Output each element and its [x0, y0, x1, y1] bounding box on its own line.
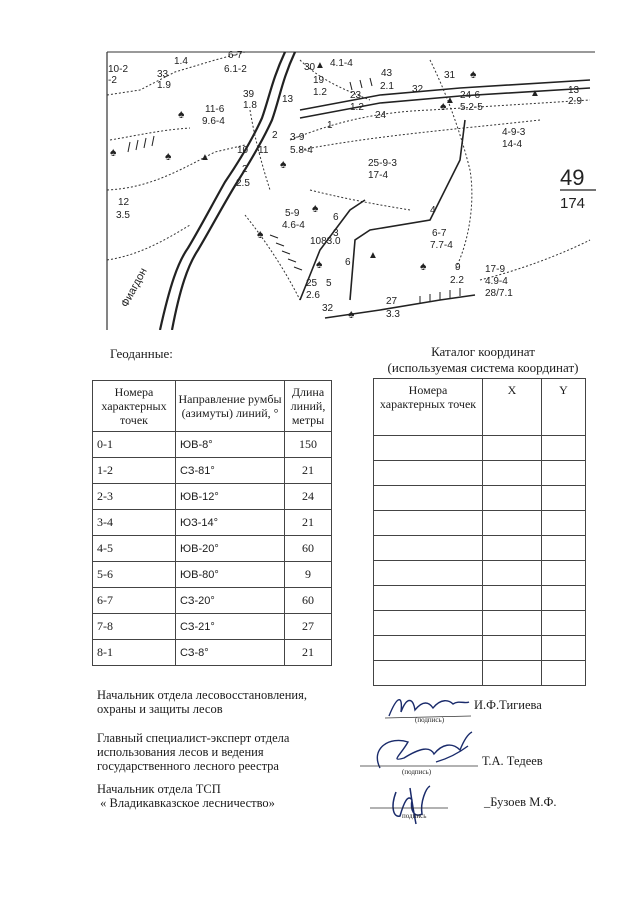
map-label: 4.9-4 — [485, 276, 508, 287]
signatory-3-name: _Бузоев М.Ф. — [484, 795, 557, 809]
table-header-row — [93, 381, 332, 432]
map-label: 5-9 — [285, 208, 300, 219]
map-label: 6.1-2 — [224, 64, 247, 75]
svg-text:▲: ▲ — [445, 95, 455, 106]
cell-direction: СЗ-8° — [176, 640, 285, 666]
map-label: 3 — [333, 228, 339, 239]
cell-points: 8-1 — [93, 640, 176, 666]
signatory-2-title-line2: использования лесов и ведения — [97, 745, 264, 759]
header-direction: Направление румбы (азимуты) линий, ° — [176, 381, 285, 432]
map-label: 11 — [258, 145, 269, 156]
header-points: Номера характерных точек — [374, 379, 483, 436]
catalog-title-line2: (используемая система координат) — [387, 360, 579, 375]
forest-map — [0, 0, 640, 330]
cell-points: 1-2 — [93, 458, 176, 484]
map-label: 2.1 — [380, 81, 394, 92]
map-label: 19 — [313, 75, 325, 86]
empty-cell — [483, 611, 542, 636]
table-row — [374, 436, 586, 461]
map-label: 17-9 — [485, 264, 506, 275]
cell-points: 3-4 — [93, 510, 176, 536]
empty-cell — [542, 611, 586, 636]
map-label: 6-7 — [432, 228, 447, 239]
map-label: 2.2 — [450, 275, 464, 286]
catalog-title-line1: Каталог координат — [431, 344, 535, 359]
table-row — [374, 561, 586, 586]
svg-text:♠: ♠ — [178, 107, 185, 121]
map-label: 17-4 — [368, 170, 389, 181]
signatory-3-title — [97, 782, 275, 810]
header-length: Длина линий, метры — [285, 381, 332, 432]
table-row — [374, 611, 586, 636]
map-label: 32 — [412, 84, 424, 95]
map-label: 14-4 — [502, 139, 523, 150]
table-row — [93, 640, 332, 666]
map-label: 28/7.1 — [485, 288, 513, 299]
cell-length: 27 — [285, 614, 332, 640]
empty-cell — [542, 536, 586, 561]
empty-cell — [374, 611, 483, 636]
empty-cell — [483, 636, 542, 661]
table-row — [93, 510, 332, 536]
signatory-3-title-line1: Начальник отдела ТСП — [97, 782, 221, 796]
map-label: 13 — [568, 85, 580, 96]
map-label: 1.2 — [350, 102, 364, 113]
signatory-2-title-line1: Главный специалист-эксперт отдела — [97, 731, 290, 745]
table-row — [93, 536, 332, 562]
signatory-2-title-line3: государственного лесного реестра — [97, 759, 279, 773]
empty-cell — [542, 486, 586, 511]
signature-1-caption: (подпись) — [415, 716, 445, 724]
cell-length: 21 — [285, 458, 332, 484]
map-label: 3.3 — [386, 309, 400, 320]
svg-text:♠: ♠ — [312, 201, 319, 215]
map-label: 24 — [375, 110, 387, 121]
cell-points: 6-7 — [93, 588, 176, 614]
signatory-2-title — [97, 731, 289, 773]
cell-direction: СЗ-21° — [176, 614, 285, 640]
map-label: 39 — [243, 89, 255, 100]
map-label: 6-7 — [228, 50, 243, 61]
table-row — [93, 484, 332, 510]
cell-direction: СЗ-81° — [176, 458, 285, 484]
table-row — [93, 614, 332, 640]
svg-text:♠: ♠ — [440, 99, 447, 113]
table-row — [374, 461, 586, 486]
svg-text:▲: ▲ — [530, 88, 540, 99]
signature-3-caption: подпись — [402, 812, 427, 820]
cell-direction: ЮВ-8° — [176, 432, 285, 458]
empty-cell — [483, 561, 542, 586]
svg-text:♠: ♠ — [165, 149, 172, 163]
table-row — [374, 486, 586, 511]
empty-cell — [374, 661, 483, 686]
empty-cell — [542, 636, 586, 661]
header-points: Номера характерных точек — [93, 381, 176, 432]
empty-cell — [374, 486, 483, 511]
empty-cell — [374, 561, 483, 586]
map-label: 12 — [118, 197, 130, 208]
geodata-table — [92, 380, 332, 666]
signatory-1-title-line2: охраны и защиты лесов — [97, 702, 223, 716]
map-label: 27 — [386, 296, 398, 307]
svg-text:▲: ▲ — [315, 60, 325, 71]
svg-text:♠: ♠ — [280, 157, 287, 171]
map-label: 6 — [333, 212, 339, 223]
empty-cell — [542, 436, 586, 461]
map-label: 23 — [350, 90, 362, 101]
empty-cell — [483, 536, 542, 561]
map-label: 2 — [272, 130, 278, 141]
cell-length: 24 — [285, 484, 332, 510]
empty-cell — [483, 436, 542, 461]
table-row — [374, 636, 586, 661]
svg-text:♠: ♠ — [257, 227, 264, 241]
empty-cell — [542, 511, 586, 536]
svg-text:▲: ▲ — [200, 152, 210, 163]
cell-length: 150 — [285, 432, 332, 458]
map-label: 10 — [237, 145, 249, 156]
map-label: 9 — [455, 262, 461, 273]
svg-text:♠: ♠ — [348, 307, 355, 321]
cell-length: 21 — [285, 640, 332, 666]
svg-text:▲: ▲ — [368, 250, 378, 261]
map-label: 25 — [306, 278, 318, 289]
empty-cell — [542, 561, 586, 586]
empty-cell — [374, 511, 483, 536]
table-row — [374, 536, 586, 561]
cell-direction: ЮЗ-14° — [176, 510, 285, 536]
map-label: 1.2 — [313, 87, 327, 98]
catalog-title — [368, 344, 598, 376]
map-label: -2 — [108, 75, 117, 86]
empty-cell — [483, 586, 542, 611]
empty-cell — [483, 461, 542, 486]
map-label: 25-9-3 — [368, 158, 397, 169]
cell-direction: ЮВ-20° — [176, 536, 285, 562]
cell-points: 4-5 — [93, 536, 176, 562]
header-x: X — [483, 379, 542, 436]
map-label: 2.5 — [236, 178, 250, 189]
map-label: 2.9 — [568, 96, 582, 107]
map-label: 3.5 — [116, 210, 130, 221]
map-label: 33 — [157, 69, 169, 80]
cell-length: 21 — [285, 510, 332, 536]
map-label: 5.8-4 — [290, 145, 313, 156]
table-row — [93, 588, 332, 614]
block-area: 174 — [560, 195, 586, 212]
cell-points: 2-3 — [93, 484, 176, 510]
map-label: 4 — [430, 205, 436, 216]
map-label: 30 — [304, 62, 316, 73]
plot-lines — [300, 80, 590, 318]
empty-cell — [374, 586, 483, 611]
table-header-row — [374, 379, 586, 436]
map-label: 5 — [326, 278, 332, 289]
cell-direction: СЗ-20° — [176, 588, 285, 614]
signatory-1-title — [97, 688, 307, 716]
map-label: 9.6-4 — [202, 116, 225, 127]
map-label: 31 — [444, 70, 456, 81]
map-label: 5.2-5 — [460, 102, 483, 113]
coordinate-catalog-table — [373, 378, 586, 686]
cell-points: 5-6 — [93, 562, 176, 588]
map-label: 13 — [282, 94, 294, 105]
empty-cell — [483, 661, 542, 686]
map-label: 1 — [327, 120, 333, 131]
empty-cell — [483, 511, 542, 536]
map-label: 3-9 — [290, 132, 305, 143]
signatory-1-title-line1: Начальник отдела лесовосстановления, — [97, 688, 307, 702]
signature-3 — [370, 778, 450, 828]
empty-cell — [542, 661, 586, 686]
svg-text:♠: ♠ — [470, 67, 477, 81]
river-label: Фиагдон — [119, 266, 150, 310]
map-label: 1.8 — [243, 100, 257, 111]
cell-points: 0-1 — [93, 432, 176, 458]
map-label: 4-9-3 — [502, 127, 526, 138]
signature-2-caption: (подпись) — [402, 768, 432, 776]
map-label: 6 — [345, 257, 351, 268]
geodata-title: Геоданные: — [110, 346, 173, 361]
cell-length: 60 — [285, 536, 332, 562]
map-label: 4.1-4 — [330, 58, 353, 69]
svg-text:♠: ♠ — [110, 145, 117, 159]
signatory-3-title-line2: « Владикавказское лесничество» — [97, 796, 275, 810]
empty-cell — [542, 461, 586, 486]
block-number: 49 — [560, 165, 585, 190]
table-row — [93, 458, 332, 484]
map-labels — [108, 50, 585, 320]
svg-text:♠: ♠ — [420, 259, 427, 273]
cell-direction: ЮВ-80° — [176, 562, 285, 588]
map-label: 1.9 — [157, 80, 171, 91]
empty-cell — [483, 486, 542, 511]
cell-length: 60 — [285, 588, 332, 614]
map-label: 10-2 — [108, 64, 129, 75]
table-row — [374, 511, 586, 536]
map-label: 2.6 — [306, 290, 320, 301]
map-label: 32 — [322, 303, 334, 314]
cell-points: 7-8 — [93, 614, 176, 640]
table-row — [93, 562, 332, 588]
map-label: 1083.0 — [310, 236, 341, 247]
empty-cell — [542, 586, 586, 611]
table-row — [374, 586, 586, 611]
empty-cell — [374, 436, 483, 461]
map-label: 11-6 — [205, 104, 225, 115]
map-label: 4.6-4 — [282, 220, 305, 231]
table-row — [374, 661, 586, 686]
map-label: 2 — [242, 164, 248, 175]
empty-cell — [374, 461, 483, 486]
header-y: Y — [542, 379, 586, 436]
signatory-1-name: И.Ф.Тигиева — [474, 698, 542, 712]
map-label: 7.7-4 — [430, 240, 453, 251]
empty-cell — [374, 536, 483, 561]
svg-text:♠: ♠ — [316, 257, 323, 271]
map-label: 24-6 — [460, 90, 481, 101]
signatory-2-name: Т.А. Тедеев — [482, 754, 543, 768]
table-row — [93, 432, 332, 458]
cell-direction: ЮВ-12° — [176, 484, 285, 510]
cell-length: 9 — [285, 562, 332, 588]
map-label: 1.4 — [174, 56, 188, 67]
map-label: 43 — [381, 68, 393, 79]
empty-cell — [374, 636, 483, 661]
road — [160, 52, 295, 330]
